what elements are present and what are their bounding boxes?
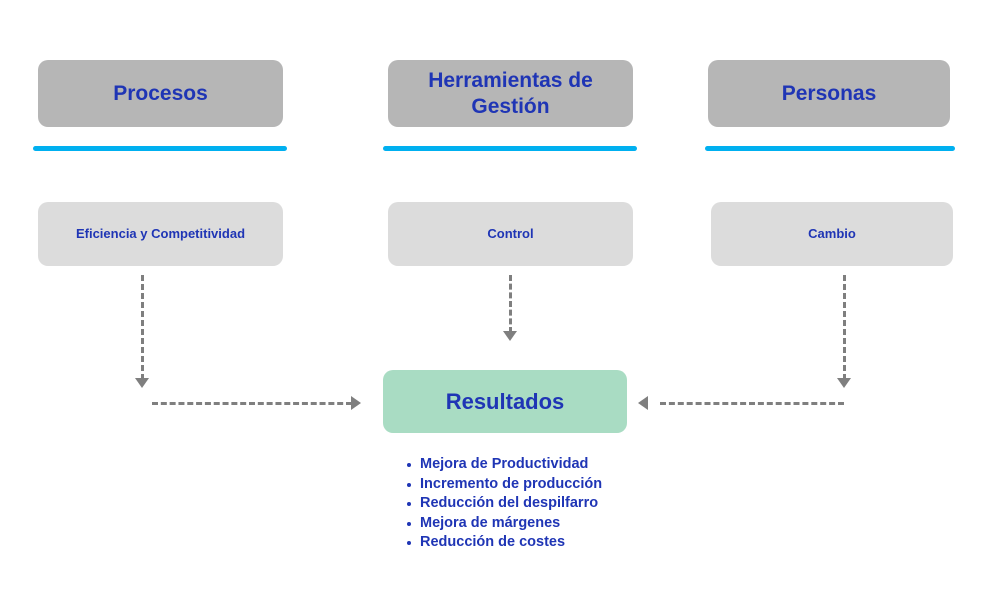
list-item: Reducción del despilfarro	[420, 494, 602, 514]
pillar-underline-1	[33, 146, 287, 151]
subcard-label-1: Eficiencia y Competitividad	[75, 225, 246, 241]
pillar-card-3	[708, 60, 950, 127]
list-item: Incremento de producción	[420, 475, 602, 495]
subcard-1	[38, 202, 283, 266]
pillar-card-1	[38, 60, 283, 127]
arrow-cambio-down	[843, 275, 846, 380]
list-item: Mejora de Productividad	[420, 455, 602, 475]
pillar-card-2	[388, 60, 633, 127]
list-item: Reducción de costes	[420, 533, 602, 553]
arrow-procesos-down	[141, 275, 144, 380]
arrowhead-control-down	[503, 331, 517, 341]
arrow-cambio-left	[660, 402, 844, 405]
arrow-procesos-right	[152, 402, 352, 405]
list-item: Mejora de márgenes	[420, 514, 602, 534]
arrowhead-procesos-down	[135, 378, 149, 388]
subcard-3	[711, 202, 953, 266]
pillar-label-1: Procesos	[113, 81, 208, 105]
results-title: Resultados	[445, 388, 565, 414]
results-card	[383, 370, 627, 433]
subcard-label-2: Control	[487, 225, 534, 241]
pillar-label-3: Personas	[781, 81, 877, 105]
subcard-2	[388, 202, 633, 266]
results-list	[398, 455, 602, 553]
subcard-label-3: Cambio	[808, 225, 856, 241]
pillar-label-2: Herramientas de Gestión	[428, 69, 593, 118]
arrowhead-procesos-right	[351, 396, 361, 410]
pillar-underline-2	[383, 146, 637, 151]
arrowhead-cambio-down	[837, 378, 851, 388]
pillar-underline-3	[705, 146, 955, 151]
arrow-control-down	[509, 275, 512, 333]
arrowhead-cambio-left	[638, 396, 648, 410]
